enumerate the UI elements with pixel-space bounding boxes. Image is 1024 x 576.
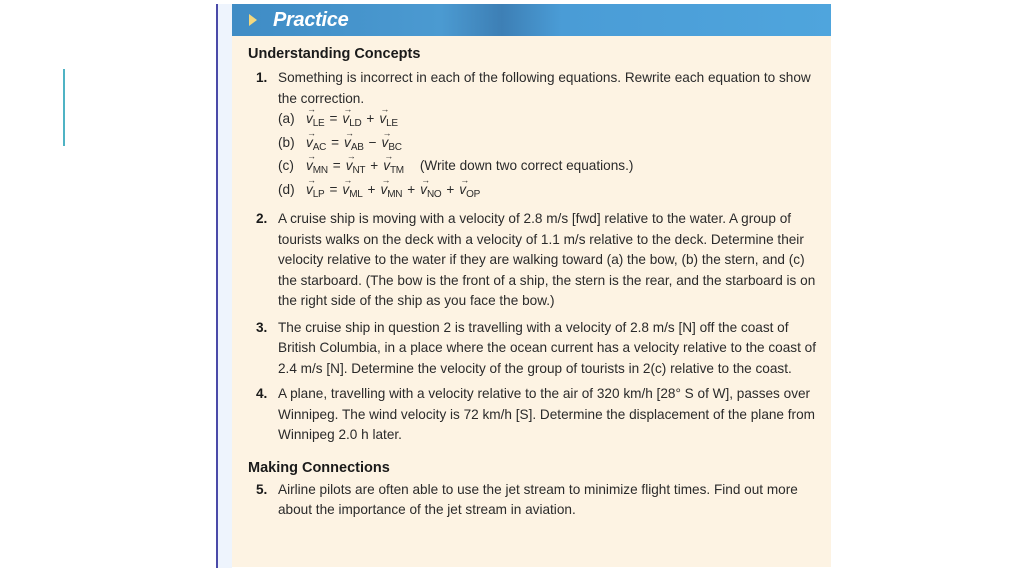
vector-term: → $v_{LP}$: [306, 180, 324, 206]
right-triangle-icon: [249, 14, 257, 26]
question-text: The cruise ship in question 2 is travelling with a velocity of 2.8 m/s [N] off the coast of British Columbia, in a place where the ocean current has a velocity relative to the coast of 2.4 m/s [N]. Determine the velocity of the group of tourists in 2(c) relative to the coast.: [278, 319, 816, 376]
section-title-understanding-concepts: Understanding Concepts: [248, 46, 421, 62]
frame-gutter: [218, 4, 232, 568]
question-text: Something is incorrect in each of the following equations. Rewrite each equation to show the correction.: [278, 70, 811, 106]
question-text: A plane, travelling with a velocity relative to the air of 320 km/h [28° S of W], passes over Winnipeg. The wind velocity is 72 km/h [S]. Determine the displacement of the plane from Winnipeg 2.0 h later.: [278, 386, 815, 442]
vector-term: → $v_{ML}$: [342, 180, 362, 206]
vector-term: → $v_{MN}$: [306, 156, 328, 182]
question-3: [256, 318, 821, 380]
question-number: 3.: [256, 319, 268, 335]
equation-c: (c) → $v_{MN}$ = → $v_{NT}$ + → $v_{TM}$ (Write down two correct equations.): [278, 156, 821, 180]
question-number: 4.: [256, 386, 268, 401]
question-5: [256, 480, 821, 521]
equation-label: (b): [278, 134, 295, 150]
equation-a: (a) → $v_{LE}$ = → $v_{LD}$ + → $v_{LE}$: [278, 109, 821, 133]
equation-label: (d): [278, 181, 295, 197]
vector-term: → $v_{OP}$: [459, 180, 480, 206]
panel-title: Practice: [273, 8, 349, 31]
vector-term: → $v_{LD}$: [342, 109, 361, 135]
question-number: 2.: [256, 211, 268, 226]
equation-b: (b) → $v_{AC}$ = → $v_{AB}$ − → $v_{BC}$: [278, 133, 821, 157]
question-number: 5.: [256, 481, 268, 497]
section-title-making-connections: Making Connections: [248, 459, 390, 476]
equation-label: (c): [278, 158, 294, 173]
question-text: Airline pilots are often able to use the jet stream to minimize flight times. Find out more about the importance of the jet stream in aviation.: [278, 481, 798, 517]
equation-d: (d) → $v_{LP}$ = → $v_{ML}$ + → $v_{MN}$ + → $v_{NO}$ + → $v_{OP}$: [278, 180, 821, 204]
equation-label: (a): [278, 111, 295, 126]
accent-line: [63, 69, 65, 146]
question-number: 1.: [256, 70, 268, 85]
vector-term: → $v_{MN}$: [380, 180, 402, 206]
vector-term: → $v_{LE}$: [379, 109, 397, 135]
vector-term: → $v_{TM}$: [383, 156, 404, 182]
equation-note: (Write down two correct equations.): [419, 158, 634, 173]
vector-term: → $v_{AC}$: [306, 133, 326, 159]
vector-term: → $v_{BC}$: [382, 133, 402, 159]
question-text: A cruise ship is moving with a velocity of 2.8 m/s [fwd] relative to the water. A group of tourists walks on the deck with a velocity of 1.1 m/s relative to the deck. Determine their velocity relative to the water if they are walking toward (a) the bow, (b) the stern, and (c) the starboard. (The bow is the front of a ship, the stern is the rear, and the starboard is on the right side of the ship as you face the bow.): [278, 211, 816, 308]
vector-term: → $v_{AB}$: [344, 133, 364, 159]
vector-term: → $v_{NO}$: [420, 180, 441, 206]
vector-term: → $v_{LE}$: [306, 109, 324, 135]
question-4: [256, 384, 821, 446]
practice-panel: [232, 4, 831, 567]
vector-term: → $v_{NT}$: [346, 156, 366, 182]
question-1: [256, 68, 821, 203]
question-2: [256, 209, 821, 312]
panel-header: [232, 4, 831, 36]
